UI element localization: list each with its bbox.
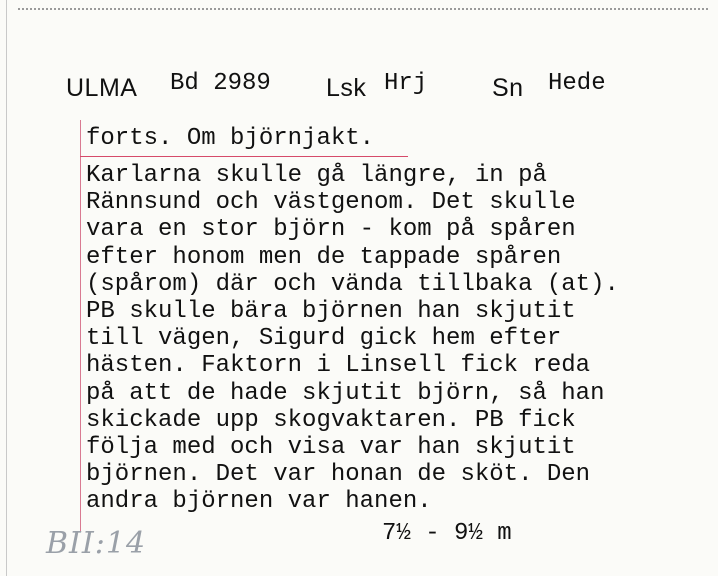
body-line: efter honom men de tappade spåren <box>86 243 562 271</box>
card-top-border <box>18 8 708 10</box>
body-line: björnen. Det var honan de sköt. Den <box>86 461 591 489</box>
body-line: skickade upp skogvaktaren. PB fick <box>86 406 576 434</box>
margin-line-vertical <box>80 120 81 532</box>
parish-label: Sn <box>492 74 524 102</box>
handwritten-reference: BII:14 <box>46 526 147 561</box>
body-line: PB skulle bära björnen han skjutit <box>86 297 576 325</box>
body-line: andra björnen var hanen. <box>86 488 432 516</box>
topic-heading: forts. Om björnjakt. <box>86 125 375 152</box>
margin-line-horizontal <box>80 156 408 157</box>
province-label: Lsk <box>326 74 367 102</box>
body-line: till vägen, Sigurd gick hem efter <box>86 325 562 353</box>
parish-value: Hede <box>548 70 606 97</box>
body-line: (spårom) där och vända tillbaka (at). <box>86 270 619 298</box>
archive-label: ULMA <box>66 74 138 102</box>
province-value: Hrj <box>384 70 428 97</box>
card-body <box>86 162 619 515</box>
volume-number: Bd 2989 <box>170 70 271 97</box>
body-line: Karlarna skulle gå längre, in på <box>86 162 547 189</box>
body-line: hästen. Faktorn i Linsell fick reda <box>86 352 591 380</box>
distance-range: 7½ - 9½ m <box>382 520 512 547</box>
body-line: på att de hade skjutit björn, så han <box>86 379 605 407</box>
body-line: vara en stor björn - kom på spåren <box>86 216 576 244</box>
card-header <box>0 68 718 108</box>
body-line: följa med och visa var han skjutit <box>86 433 576 461</box>
body-line: Rännsund och västgenom. Det skulle <box>86 189 576 217</box>
